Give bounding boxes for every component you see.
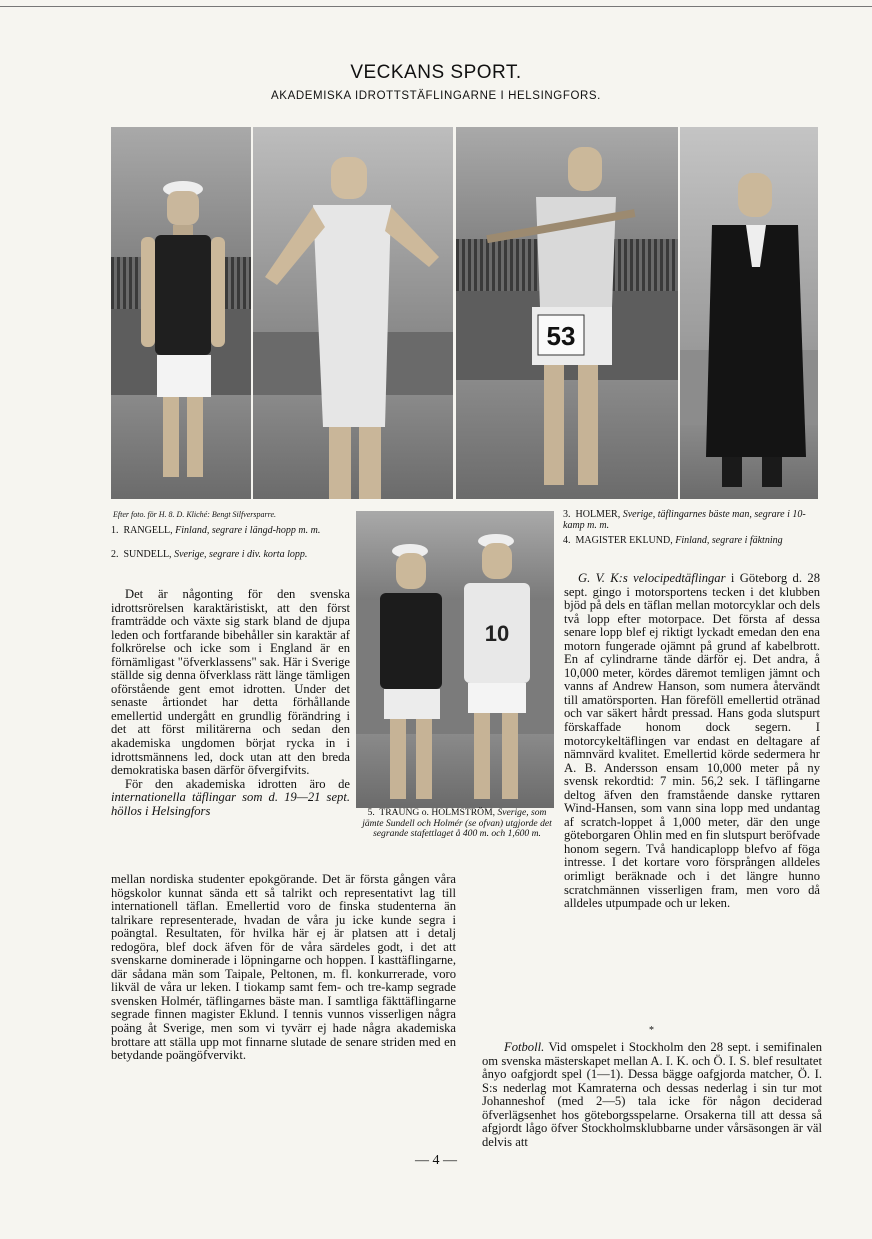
paragraph: G. V. K:s velocipedtäflingar i Göteborg d. 28 sept. gingo i motorsportens tecken i det klubben bjöd på dels en täflan mellan motorcyklar och dels två lopp efter motorpace. Det första af dessa senare lopp blef ej riktigt lyckadt emedan den ena motorn fungerade ojämnt på grund af kabelbrott. En af cylindrarne tände därför ej. Det andra, å 10,000 meter, kördes däremot temligen jämnt och vanns af Andrew Hanson, som numera återvändt till amatörsporten. Han föreföll emellertid otränad och var säkert hårdt pressad. Hans goda slutspurt förskaffade honom dock segern. I motorcykeltäflingen var endast en deltagare af nämnvärd kvalitet. Emellertid körde sedermera hr A. B. Andersson ensam 10,000 meter på ny svensk rekordtid: 7 min. 56,2 sek. I täflingarne deltog äfven den framstående danske ryttaren Wind-Hansen, som vann sina lopp med undantag af scratch-loppet å 1,000 meter, där den unge göteborgaren Ohlin med en fin slutspurt beröfvade honom segern. Två handicaplopp blefvo af föga intresse. I det kortare voro försprången alldeles orimligt beräknade och i det längre hunno scratchmännen visserligen fram, men voro då alldeles utpumpade och ur leken. [564,571,820,911]
photo-eklund [680,127,818,499]
italic-phrase: G. V. K:s velocipedtäflingar [578,571,726,585]
photo-credit: Efter foto. för H. 8. D. Kliché: Bengt Silfversparre. [113,510,277,519]
caption-text: Sverige, täflingarnes bäste man, segrare i 10-kamp m. m. [563,509,806,531]
runner-figure [253,127,453,499]
page-number: — 4 — [415,1153,457,1168]
caption-text: Finland, segrare i längd-hopp m. m. [175,525,321,536]
caption-name: HOLMER, [575,509,621,520]
paragraph: För den akademiska idrotten äro de internationella täflingar som d. 19—21 sept. höllos i Helsingfors [111,776,350,818]
article-left-lower [111,873,456,1063]
article-left-upper [111,588,350,818]
italic-phrase: internationella täflingar som d. 19—21 sept. höllos i Helsingfors [111,790,350,818]
caption-text: Sverige, som jämte Sundell och Holmér (se ofvan) utgjorde det segrande stafettlaget å 400 m. och 1,600 m. [362,807,552,839]
caption-eklund: 4. MAGISTER EKLUND, Finland, segrare i fäktning [563,535,783,546]
caption-name: RANGELL, [123,525,173,536]
paragraph: Fotboll. Vid omspelet i Stockholm den 28 sept. i semifinalen om svenska mästerskapet mellan A. I. K. och Ö. I. S. blef resultatet ånyo oafgjordt spel (1—1). Dessa bägge oafgjorda matcher, Ö. I. S:s nederlag mot Kamraterna och dessas nederlag i sin tur mot Johanneshof (med 2—5) tala icke för någon deciderad öfverlägsenhet hos göteborgsspelarne. Orsakerna till att dessa så afgjordt lågo öfver Stockholmsklubbarne under vårsäsongen är väl delvis att [482,1040,822,1149]
athlete-figure-holmer [456,127,678,499]
photo-holmer [456,127,678,499]
paragraph: Det är någonting för den svenska idrottsrörelsen karaktäristiskt, att den först framträdde och växte sig stark bland de djupa leden och fortfarande bibehåller sin karaktär af folkrörelse och icke som i England är en förnämligast "öfverklassens" sak. Här i Sverige ställde sig denna öfverklass rätt länge tämligen oförstående gent emot idrotten. Under det senaste årtiondet har detta förhållande emellertid undergått en grundlig förändring i det att först militärerna och sedan den akademiska ungdomen börjat rycka in i idrottsmännens led, dock utan att den breda demokratiska basen därför öfvergifvits. [111,587,351,778]
caption-name: MAGISTER EKLUND, [575,535,673,546]
athlete-figure [111,127,251,499]
photo-rangell [111,127,251,499]
caption-traung-holmstrom: 5. TRAUNG o. HOLMSTRÖM, Sverige, som jämte Sundell och Holmér (se ofvan) utgjorde det segrande stafettlaget å 400 m. och 1,600 m. [362,807,552,839]
relay-pair-figure [356,511,554,808]
caption-text: Sverige, segrare i div. korta lopp. [174,549,308,560]
article-right-upper [564,572,820,911]
page-subtitle: AKADEMISKA IDROTTSTÄFLINGARNE I HELSINGFORS. [271,90,601,102]
photo-sundell [253,127,453,499]
caption-rangell: 1. RANGELL, Finland, segrare i längd-hopp m. m. [111,525,321,536]
top-rule [0,6,872,7]
caption-holmer: 3. HOLMER, Sverige, täflingarnes bäste man, segrare i 10-kamp m. m. [563,509,806,531]
article-right-lower [482,1041,822,1149]
page-title: VECKANS SPORT. [350,62,522,83]
fencer-figure [680,127,818,499]
italic-phrase: Fotboll. [504,1040,545,1054]
caption-sundell: 2. SUNDELL, Sverige, segrare i div. korta lopp. [111,549,308,560]
bib-number-2: 10 [484,621,510,646]
photo-traung-holmstrom [356,511,554,808]
bib-number: 53 [546,321,576,351]
paragraph: mellan nordiska studenter epokgörande. Det är första gången våra högskolor kunnat sända ett så talrikt och representativt lag till internationell täflan. Emellertid voro de finska studenterna än talrikare representerade, hvadan de våra ju icke kunde segra i poängtal. Resultaten, för hvilka här ej är platsen att i detalj redogöra, blef dock äfven för de våra särdeles godt, i det att svenskarne dominerade i löpningarne och hoppen. I kasttäflingarne, där sådana män som Taipale, Peltonen, m. fl. konkurrerade, voro likväl de våra ur leken. I tiokamp samt fem- och tre-kamp segrade svensken Holmér, täflingarnes bäste man. I samtliga fäkttäflingarne segrade finnen magister Eklund. I tennis vunnos visserligen några poäng åt Sverige, men som vi tyvärr ej hade några akademiska brottare att ställa upp mot finnarne slutade de senare striden med en betydande poängöfvervikt. [111,872,456,1063]
caption-text: Finland, segrare i fäktning [675,535,783,546]
section-separator: * [649,1025,654,1036]
caption-name: TRAUNG o. HOLMSTRÖM, [379,807,496,818]
caption-name: SUNDELL, [123,549,172,560]
